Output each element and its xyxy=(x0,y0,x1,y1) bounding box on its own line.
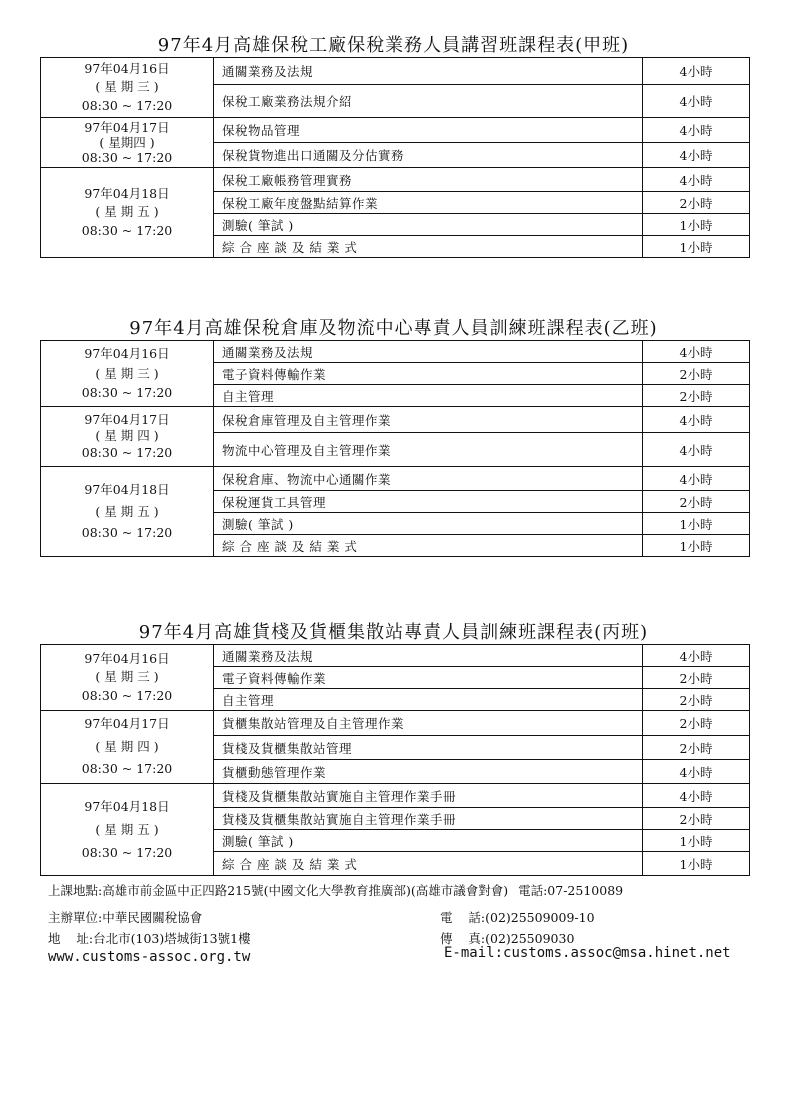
day-weekday: ( 星 期 三 ) xyxy=(95,669,159,685)
course-hours: 2小時 xyxy=(643,192,750,214)
website-line xyxy=(48,949,250,965)
course-name: 保稅工廠帳務管理實務 xyxy=(214,168,643,192)
table-row xyxy=(41,58,750,85)
email-line xyxy=(444,945,731,961)
fax-label: 傳 真: xyxy=(440,931,486,946)
course-name: 測驗( 筆試 ) xyxy=(214,513,643,535)
table-row xyxy=(41,341,750,363)
course-hours: 2小時 xyxy=(643,491,750,513)
schedule-section-c xyxy=(40,622,747,876)
course-name: 保稅工廠年度盤點結算作業 xyxy=(214,192,643,214)
course-hours: 4小時 xyxy=(643,143,750,168)
day-date: 97年04月18日 xyxy=(84,481,170,497)
course-hours: 4小時 xyxy=(643,645,750,667)
fax-number: (02)25509030 xyxy=(485,931,575,946)
course-name: 電子資料傳輸作業 xyxy=(214,363,643,385)
table-row xyxy=(41,784,750,808)
course-hours: 4小時 xyxy=(643,168,750,192)
day-date: 97年04月16日 xyxy=(84,651,170,667)
venue-phone-label: 電話: xyxy=(518,883,548,898)
course-name: 測驗( 筆試 ) xyxy=(214,214,643,236)
course-name: 貨棧及貨櫃集散站管理 xyxy=(214,736,643,760)
day-weekday: ( 星 期 四 ) xyxy=(95,428,159,444)
day-weekday: ( 星期四 ) xyxy=(99,135,155,150)
address-text: 台北市(103)塔城街13號1樓 xyxy=(93,931,251,946)
course-name: 物流中心管理及自主管理作業 xyxy=(214,433,643,467)
course-name: 綜 合 座 談 及 結 業 式 xyxy=(214,535,643,557)
table-row xyxy=(41,407,750,433)
course-hours: 4小時 xyxy=(643,118,750,143)
venue-phone: 07-2510089 xyxy=(547,883,624,898)
course-hours: 4小時 xyxy=(643,407,750,433)
course-hours: 2小時 xyxy=(643,808,750,830)
course-name: 保稅倉庫、物流中心通關作業 xyxy=(214,467,643,491)
course-hours: 1小時 xyxy=(643,236,750,258)
course-hours: 1小時 xyxy=(643,214,750,236)
day-cell xyxy=(41,784,214,876)
table-row xyxy=(41,467,750,491)
section-title: 97年4月高雄貨棧及貨櫃集散站專責人員訓練班課程表(丙班) xyxy=(138,622,649,643)
venue-label: 上課地點: xyxy=(48,883,103,898)
schedule-section-a xyxy=(40,35,747,258)
schedule-table xyxy=(40,57,750,258)
day-cell xyxy=(41,168,214,258)
schedule-table xyxy=(40,644,750,876)
course-hours: 2小時 xyxy=(643,736,750,760)
venue-text: 高雄市前金區中正四路215號(中國文化大學教育推廣部)(高雄市議會對會) xyxy=(102,883,509,898)
day-cell xyxy=(41,645,214,711)
course-hours: 4小時 xyxy=(643,433,750,467)
course-name: 貨棧及貨櫃集散站實施自主管理作業手冊 xyxy=(214,808,643,830)
day-weekday: ( 星 期 五 ) xyxy=(95,821,159,837)
table-row xyxy=(41,168,750,192)
course-hours: 1小時 xyxy=(643,852,750,876)
day-cell xyxy=(41,407,214,467)
course-hours: 2小時 xyxy=(643,363,750,385)
course-name: 貨櫃動態管理作業 xyxy=(214,760,643,784)
schedule-table xyxy=(40,340,750,557)
course-name: 通關業務及法規 xyxy=(214,341,643,363)
course-hours: 1小時 xyxy=(643,535,750,557)
email-label: E-mail: xyxy=(444,945,504,961)
course-name: 保稅運貨工具管理 xyxy=(214,491,643,513)
course-hours: 2小時 xyxy=(643,667,750,689)
day-weekday: ( 星 期 三 ) xyxy=(95,79,159,95)
course-hours: 2小時 xyxy=(643,689,750,711)
day-date: 97年04月16日 xyxy=(84,346,170,362)
course-name: 電子資料傳輸作業 xyxy=(214,667,643,689)
table-row xyxy=(41,118,750,143)
day-weekday: ( 星 期 三 ) xyxy=(95,365,159,381)
day-time: 08:30 ~ 17:20 xyxy=(81,525,173,541)
day-time: 08:30 ~ 17:20 xyxy=(81,761,173,777)
day-cell xyxy=(41,341,214,407)
course-name: 貨櫃集散站管理及自主管理作業 xyxy=(214,711,643,736)
day-time: 08:30 ~ 17:20 xyxy=(81,385,173,401)
organizer-line xyxy=(48,908,202,926)
course-name: 貨棧及貨櫃集散站實施自主管理作業手冊 xyxy=(214,784,643,808)
day-cell xyxy=(41,467,214,557)
schedule-section-b xyxy=(40,318,747,557)
day-time: 08:30 ~ 17:20 xyxy=(81,150,173,165)
course-name: 通關業務及法規 xyxy=(214,58,643,85)
day-time: 08:30 ~ 17:20 xyxy=(81,97,173,113)
course-hours: 4小時 xyxy=(643,85,750,118)
email-link[interactable]: customs.assoc@msa.hinet.net xyxy=(503,945,731,961)
course-hours: 2小時 xyxy=(643,385,750,407)
website-link[interactable]: www.customs-assoc.org.tw xyxy=(48,949,251,965)
course-name: 通關業務及法規 xyxy=(214,645,643,667)
course-hours: 1小時 xyxy=(643,513,750,535)
day-weekday: ( 星 期 五 ) xyxy=(95,503,159,519)
course-hours: 2小時 xyxy=(643,711,750,736)
day-weekday: ( 星 期 五 ) xyxy=(95,204,159,220)
day-date: 97年04月18日 xyxy=(84,186,170,202)
course-hours: 4小時 xyxy=(643,784,750,808)
course-name: 自主管理 xyxy=(214,689,643,711)
section-title: 97年4月高雄保稅工廠保稅業務人員講習班課程表(甲班) xyxy=(157,35,630,56)
day-time: 08:30 ~ 17:20 xyxy=(81,845,173,861)
day-time: 08:30 ~ 17:20 xyxy=(81,444,173,460)
course-name: 測驗( 筆試 ) xyxy=(214,830,643,852)
course-name: 保稅倉庫管理及自主管理作業 xyxy=(214,407,643,433)
day-time: 08:30 ~ 17:20 xyxy=(81,222,173,238)
day-time: 08:30 ~ 17:20 xyxy=(81,687,173,703)
day-date: 97年04月17日 xyxy=(84,412,170,428)
tel-label: 電 話: xyxy=(440,910,486,925)
venue-line xyxy=(48,881,623,899)
course-name: 保稅物品管理 xyxy=(214,118,643,143)
day-cell xyxy=(41,711,214,784)
organizer-label: 主辦單位: xyxy=(48,910,103,925)
day-cell xyxy=(41,58,214,118)
day-date: 97年04月17日 xyxy=(84,716,170,732)
section-title: 97年4月高雄保稅倉庫及物流中心專責人員訓練班課程表(乙班) xyxy=(129,318,658,339)
tel-line xyxy=(440,908,595,926)
course-name: 保稅貨物進出口通關及分估實務 xyxy=(214,143,643,168)
day-date: 97年04月16日 xyxy=(84,61,170,77)
day-date: 97年04月17日 xyxy=(84,120,170,135)
course-hours: 4小時 xyxy=(643,58,750,85)
course-hours: 1小時 xyxy=(643,830,750,852)
course-name: 保稅工廠業務法規介紹 xyxy=(214,85,643,118)
course-name: 自主管理 xyxy=(214,385,643,407)
day-weekday: ( 星 期 四 ) xyxy=(95,738,159,754)
day-cell xyxy=(41,118,214,168)
day-date: 97年04月18日 xyxy=(84,798,170,814)
table-row xyxy=(41,711,750,736)
course-hours: 4小時 xyxy=(643,760,750,784)
organizer-name: 中華民國關稅協會 xyxy=(102,910,203,925)
tel-number: (02)25509009-10 xyxy=(485,910,595,925)
course-name: 綜 合 座 談 及 結 業 式 xyxy=(214,852,643,876)
course-name: 綜 合 座 談 及 結 業 式 xyxy=(214,236,643,258)
table-row xyxy=(41,645,750,667)
address-label: 地 址: xyxy=(48,931,94,946)
course-hours: 4小時 xyxy=(643,467,750,491)
address-line xyxy=(48,929,251,947)
course-hours: 4小時 xyxy=(643,341,750,363)
